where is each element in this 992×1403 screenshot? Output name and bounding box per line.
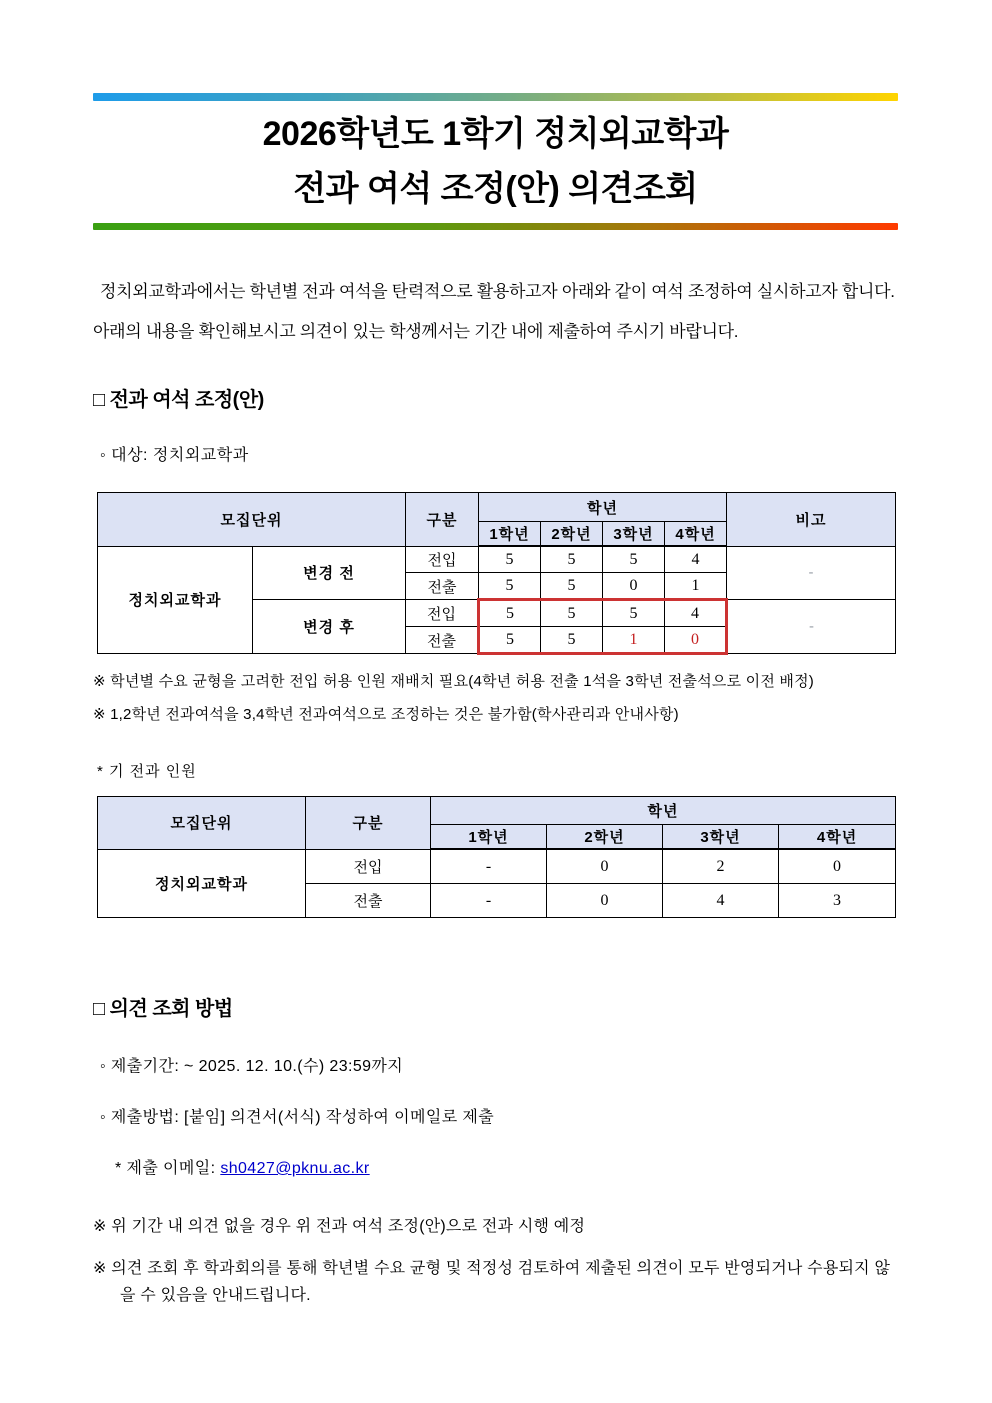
value-cell: 5 bbox=[479, 546, 541, 573]
email-link[interactable]: sh0427@pknu.ac.kr bbox=[220, 1160, 370, 1178]
value-cell-changed: 0 bbox=[665, 627, 727, 654]
prior-transfer-label: * 기 전과 인원 bbox=[97, 763, 197, 781]
header-top-gradient-bar bbox=[93, 93, 898, 101]
value-cell: 1 bbox=[665, 573, 727, 600]
header-cell-grade-group: 학년 bbox=[479, 493, 727, 522]
table-header-row bbox=[98, 493, 896, 522]
header-bottom-gradient-bar bbox=[93, 223, 898, 230]
document-title-line1: 2026학년도 1학기 정치외교학과 bbox=[262, 115, 729, 153]
submission-period-line: ◦ 제출기간: ~ 2025. 12. 10.(수) 23:59까지 bbox=[100, 1058, 404, 1076]
header-cell-grade-1: 1학년 bbox=[479, 522, 541, 547]
header-cell-unit: 모집단위 bbox=[98, 797, 306, 850]
value-cell: 4 bbox=[665, 546, 727, 573]
header-cell-grade-3: 3학년 bbox=[663, 825, 779, 850]
value-cell: 0 bbox=[603, 573, 665, 600]
header-cell-unit: 모집단위 bbox=[98, 493, 406, 547]
header-cell-grade-group: 학년 bbox=[431, 797, 896, 825]
adjustment-table bbox=[97, 492, 896, 655]
intro-line-1: 정치외교학과에서는 학년별 전과 여석을 탄력적으로 활용하고자 아래와 같이 여석 조정하여 실시하고자 합니다. bbox=[100, 282, 895, 302]
value-cell: 5 bbox=[603, 546, 665, 573]
table-footnotes bbox=[93, 672, 898, 724]
category-cell: 전출 bbox=[406, 627, 479, 654]
value-cell: 0 bbox=[547, 884, 663, 918]
note-cell-after: - bbox=[727, 600, 896, 654]
section-heading-method: □ 의견 조회 방법 bbox=[93, 998, 233, 1021]
header-cell-grade-4: 4학년 bbox=[779, 825, 896, 850]
group-label-after-cell: 변경 후 bbox=[253, 600, 406, 654]
category-cell: 전입 bbox=[306, 849, 431, 884]
header-cell-grade-4: 4학년 bbox=[665, 522, 727, 547]
header-cell-grade-2: 2학년 bbox=[547, 825, 663, 850]
table-row-prior-in bbox=[98, 849, 896, 884]
value-cell: 5 bbox=[479, 573, 541, 600]
value-cell: 4 bbox=[663, 884, 779, 918]
document-title-line2: 전과 여석 조정(안) 의견조회 bbox=[293, 170, 698, 209]
value-cell-highlighted: 5 bbox=[541, 600, 603, 627]
prior-transfer-table bbox=[97, 796, 896, 918]
category-cell: 전출 bbox=[306, 884, 431, 918]
category-cell: 전출 bbox=[406, 573, 479, 600]
warning-note-2: ※ 의견 조회 후 학과회의를 통해 학년별 수요 균형 및 적정성 검토하여 제출된 의견이 모두 반영되거나 수용되지 않을 수 있음을 안내드립니다. bbox=[93, 1260, 891, 1305]
table-row-before-in bbox=[98, 546, 896, 573]
note-cell-before: - bbox=[727, 546, 896, 600]
warning-note-1: ※ 위 기간 내 의견 없을 경우 위 전과 여석 조정(안)으로 전과 시행 예정 bbox=[93, 1218, 586, 1236]
category-cell: 전입 bbox=[406, 600, 479, 627]
intro-paragraph bbox=[93, 272, 898, 351]
header-cell-note: 비고 bbox=[727, 493, 896, 547]
table-header-row bbox=[98, 797, 896, 825]
value-cell: - bbox=[431, 884, 547, 918]
submission-email-line bbox=[93, 1155, 898, 1178]
header-cell-grade-3: 3학년 bbox=[603, 522, 665, 547]
section-heading-adjustment: □ 전과 여석 조정(안) bbox=[93, 389, 264, 412]
value-cell: 2 bbox=[663, 849, 779, 884]
value-cell-highlighted: 5 bbox=[479, 600, 541, 627]
value-cell: 5 bbox=[541, 546, 603, 573]
header-cell-grade-2: 2학년 bbox=[541, 522, 603, 547]
document-header bbox=[93, 93, 898, 230]
category-cell: 전입 bbox=[406, 546, 479, 573]
unit-name-cell: 정치외교학과 bbox=[98, 849, 306, 918]
unit-name-cell: 정치외교학과 bbox=[98, 546, 253, 654]
value-cell-highlighted: 5 bbox=[479, 627, 541, 654]
footnote-1: ※ 학년별 수요 균형을 고려한 전입 허용 인원 재배치 필요(4학년 허용 전출 1석을 3학년 전출석으로 이전 배정) bbox=[93, 673, 814, 691]
value-cell-changed: 1 bbox=[603, 627, 665, 654]
header-cell-grade-1: 1학년 bbox=[431, 825, 547, 850]
footnote-2: ※ 1,2학년 전과여석을 3,4학년 전과여석으로 조정하는 것은 불가함(학사관리과 안내사항) bbox=[93, 705, 679, 723]
value-cell-highlighted: 5 bbox=[603, 600, 665, 627]
value-cell: 0 bbox=[779, 849, 896, 884]
value-cell-highlighted: 5 bbox=[541, 627, 603, 654]
email-label: * 제출 이메일: bbox=[115, 1160, 216, 1178]
value-cell: 3 bbox=[779, 884, 896, 918]
group-label-before-cell: 변경 전 bbox=[253, 546, 406, 600]
value-cell: 0 bbox=[547, 849, 663, 884]
target-line: ◦ 대상: 정치외교학과 bbox=[100, 447, 249, 465]
submission-method-line: ◦ 제출방법: [붙임] 의견서(서식) 작성하여 이메일로 제출 bbox=[100, 1109, 495, 1127]
value-cell: - bbox=[431, 849, 547, 884]
value-cell-highlighted: 4 bbox=[665, 600, 727, 627]
header-cell-category: 구분 bbox=[306, 797, 431, 850]
intro-line-2: 아래의 내용을 확인해보시고 의견이 있는 학생께서는 기간 내에 제출하여 주시기 바랍니다. bbox=[93, 321, 739, 341]
value-cell: 5 bbox=[541, 573, 603, 600]
header-cell-category: 구분 bbox=[406, 493, 479, 547]
document-title bbox=[93, 107, 898, 217]
